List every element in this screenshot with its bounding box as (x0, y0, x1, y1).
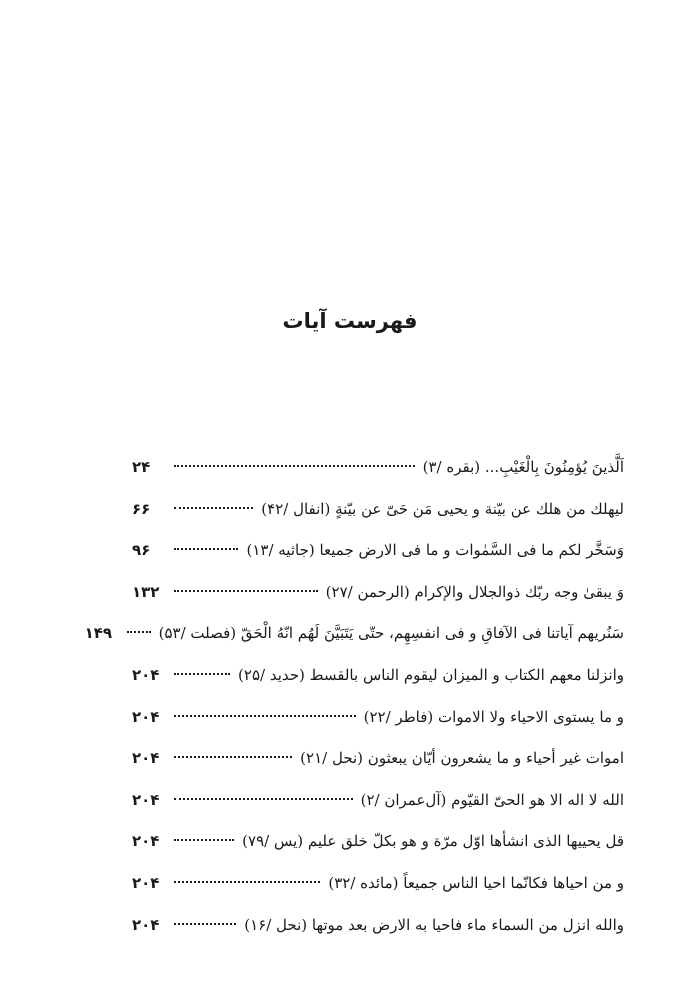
dot-leader (174, 465, 415, 467)
verse-text: سَنُريهم آياتنا فى الآفاقِ و فى انفسِهِم، حتّى يَتَبَيَّنَ لَهُم انّهُ الْحَقّ (فصلت /۵۳) (158, 624, 624, 643)
dot-leader (174, 715, 356, 717)
page-number: ۲۰۴ (132, 707, 160, 726)
verse-text: والله انزل من السماء ماء فاحيا به الارض بعد موتها (نحل /۱۶) (244, 915, 624, 934)
dot-leader (174, 590, 318, 592)
index-entry (132, 905, 624, 947)
verse-text: اَلَّذينَ يُؤمِنُونَ بِالْغَيْبِ... (بقره /۳) (422, 458, 624, 476)
verse-index-list (84, 447, 624, 946)
index-entry (132, 780, 624, 822)
dot-leader (174, 798, 353, 800)
page-number: ۲۰۴ (132, 749, 160, 768)
dot-leader (174, 673, 230, 675)
page-number: ۲۰۴ (132, 915, 160, 934)
verse-text: الله لا اله الا هو الحىّ القيّوم (آل‌عمران /۲) (360, 790, 624, 809)
page-number: ۹۶ (132, 541, 151, 560)
dot-leader (174, 881, 320, 883)
page-number: ۱۳۲ (132, 582, 160, 601)
verse-text: و من احياها فكانّما احيا الناس جميعاً (مائده /۳۲) (328, 873, 624, 892)
index-entry (132, 447, 624, 489)
verse-text: قل يحييها الذى انشأها اوّل مرّة و هو بكلّ خلق عليم (يس /۷۹) (242, 832, 624, 851)
page-number: ۲۴ (132, 458, 151, 476)
index-entry (132, 863, 624, 905)
index-entry (132, 572, 624, 614)
index-entry (132, 821, 624, 863)
page-number: ۲۰۴ (132, 790, 160, 809)
page-number: ۲۰۴ (132, 665, 160, 684)
dot-leader (174, 839, 234, 841)
verse-text: وَ يبقىٰ وجه ربّك ذوالجلال والإكرام (الرحمن /۲۷) (325, 582, 624, 601)
dot-leader (174, 756, 292, 758)
index-entry (132, 530, 624, 572)
page-number: ۲۰۴ (132, 873, 160, 892)
page-title: فهرست آیات (282, 309, 418, 333)
verse-text: و ما يستوى الاحياء ولا الاموات (فاطر /۲۲) (363, 707, 624, 726)
verse-text: اموات غير أحياء و ما يشعرون أيّان يبعثون (نحل /۲۱) (300, 749, 624, 768)
index-entry (132, 738, 624, 780)
index-entry (132, 697, 624, 739)
page-number: ۲۰۴ (132, 832, 160, 851)
verse-text: وانزلنا معهم الكتاب و الميزان ليقوم الناس بالقسط (حديد /۲۵) (238, 665, 624, 684)
dot-leader (174, 548, 238, 550)
dot-leader (174, 507, 253, 509)
dot-leader (127, 631, 151, 633)
dot-leader (174, 923, 236, 925)
verse-text: وَسَخَّر لكم ما فى السَّمٰوات و ما فى الارض جميعا (جاثيه /۱۳) (246, 541, 624, 560)
index-entry (132, 655, 624, 697)
page-number: ۱۴۹ (84, 624, 113, 643)
index-entry (84, 613, 624, 655)
verse-text: ليهلك من هلك عن بيّنة و يحيى مَن حَىّ عن بيّنةٍ (انفال /۴۲) (261, 499, 624, 518)
index-entry (132, 489, 624, 531)
page-number: ۶۶ (132, 499, 151, 518)
